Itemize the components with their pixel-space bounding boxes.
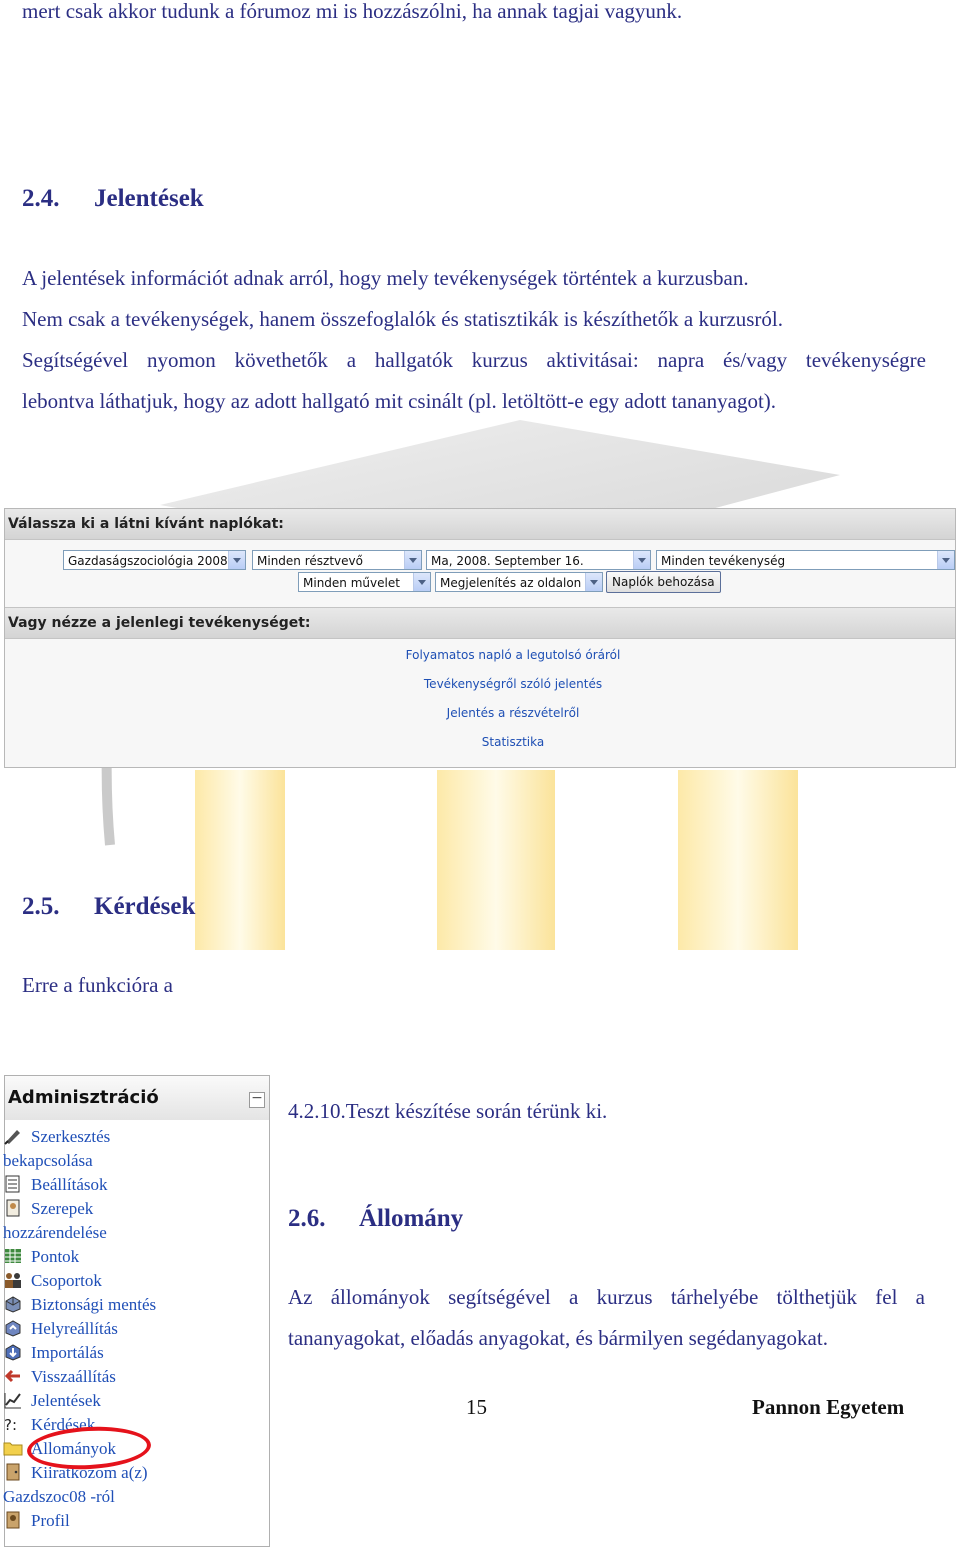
questions-icon [3, 1415, 23, 1433]
roles-icon [3, 1199, 23, 1217]
admin-block-header: Adminisztráció [5, 1076, 269, 1120]
admin-item-reports[interactable]: Jelentések [3, 1389, 101, 1413]
panel-header-current-activity: Vagy nézze a jelenlegi tevékenységet: [5, 607, 955, 639]
paragraph-line: Erre a funkcióra a [22, 973, 173, 997]
svg-text:?:: ?: [4, 1416, 18, 1433]
teszt-reference-line: 4.2.10.Teszt készítése során térünk ki. [288, 1099, 608, 1123]
collapse-button[interactable]: − [249, 1092, 265, 1108]
admin-item-restore[interactable]: Helyreállítás [3, 1317, 118, 1341]
admin-item-groups[interactable]: Csoportok [3, 1269, 102, 1293]
footer-university: Pannon Egyetem [752, 1395, 905, 1419]
settings-icon [3, 1175, 23, 1193]
restore-icon [3, 1319, 23, 1337]
link-activity-report[interactable]: Tevékenységről szóló jelentés [423, 677, 603, 691]
admin-item-roles-line2[interactable]: hozzárendelése [3, 1223, 107, 1242]
paragraph-line: A jelentések információt adnak arról, hogy mely tevékenységek történtek a kurzusban. [22, 266, 749, 290]
reset-icon [3, 1367, 23, 1385]
action-select[interactable]: Minden művelet [298, 572, 431, 592]
admin-item-unenrol[interactable]: Kiiratkozom a(z) [3, 1461, 148, 1485]
admin-item-edit[interactable]: Szerkesztés [3, 1125, 110, 1149]
admin-item-questions[interactable]: ?: Kérdések [4, 1415, 96, 1434]
admin-item-import[interactable]: Importálás [3, 1341, 104, 1365]
paragraph-line: lebontva láthatjuk, hogy az adott hallgató mit csinált (pl. letöltött-e egy adott tananyagot). [22, 389, 777, 413]
section-title-jelentesek: Jelentések [94, 185, 204, 212]
folder-icon [3, 1439, 23, 1457]
link-participation-report[interactable]: Jelentés a részvételről [446, 706, 580, 720]
link-statistics[interactable]: Statisztika [481, 735, 545, 749]
report-panel [4, 508, 956, 768]
panel-header-select-logs: Válassza ki a látni kívánt naplókat: [5, 509, 955, 540]
admin-item-roles[interactable]: Szerepek [3, 1197, 93, 1221]
admin-item-reset[interactable]: Visszaállítás [3, 1365, 116, 1389]
intro-line: mert csak akkor tudunk a fórumoz mi is hozzászólni, ha annak tagjai vagyunk. [22, 0, 683, 23]
admin-item-settings[interactable]: Beállítások [3, 1173, 107, 1197]
section-number-2-5: 2.5. [22, 893, 60, 920]
paragraph-line: Az állományok segítségével a kurzus tárhelyébe tölthetjük fel a [288, 1285, 925, 1309]
paragraph-line: Segítségével nyomon követhetők a hallgatók kurzus aktivitásai: napra és/vagy tevékenységre [22, 348, 926, 372]
section-number-2-6: 2.6. [288, 1205, 326, 1232]
link-live-logs[interactable]: Folyamatos napló a legutolsó óráról [405, 648, 621, 662]
import-icon [3, 1343, 23, 1361]
profile-icon [3, 1511, 23, 1529]
backup-icon [3, 1295, 23, 1313]
paragraph-line: Nem csak a tevékenységek, hanem összefoglalók és statisztikák is készíthetők a kurzusról. [22, 307, 784, 331]
section-number-2-4: 2.4. [22, 185, 60, 212]
admin-item-unenrol-line2[interactable]: Gazdszoc08 -ról [3, 1487, 115, 1506]
date-select[interactable]: Ma, 2008. September 16. [426, 550, 651, 570]
admin-item-profile[interactable]: Profil [3, 1509, 70, 1533]
unenrol-icon [3, 1463, 23, 1481]
admin-item-backup[interactable]: Biztonsági mentés [3, 1293, 156, 1317]
get-logs-button[interactable]: Naplók behozása [606, 571, 721, 593]
admin-item-grades[interactable]: Pontok [3, 1245, 79, 1269]
section-title-allomany: Állomány [359, 1205, 464, 1232]
course-select[interactable]: Gazdaságszociológia 2008 [63, 550, 246, 570]
page-number: 15 [466, 1395, 487, 1419]
section-title-kerdesek: Kérdések [94, 893, 196, 920]
grades-icon [3, 1247, 23, 1265]
participant-select[interactable]: Minden résztvevő [252, 550, 422, 570]
display-select[interactable]: Megjelenítés az oldalon [435, 572, 603, 592]
reports-icon [3, 1391, 23, 1409]
activity-select[interactable]: Minden tevékenység [656, 550, 955, 570]
edit-icon [3, 1127, 23, 1145]
admin-item-edit-line2[interactable]: bekapcsolása [3, 1151, 93, 1170]
paragraph-line: tananyagokat, előadás anyagokat, és bármilyen segédanyagokat. [288, 1326, 828, 1350]
admin-item-files[interactable]: Állományok [3, 1437, 116, 1461]
groups-icon [3, 1271, 23, 1289]
